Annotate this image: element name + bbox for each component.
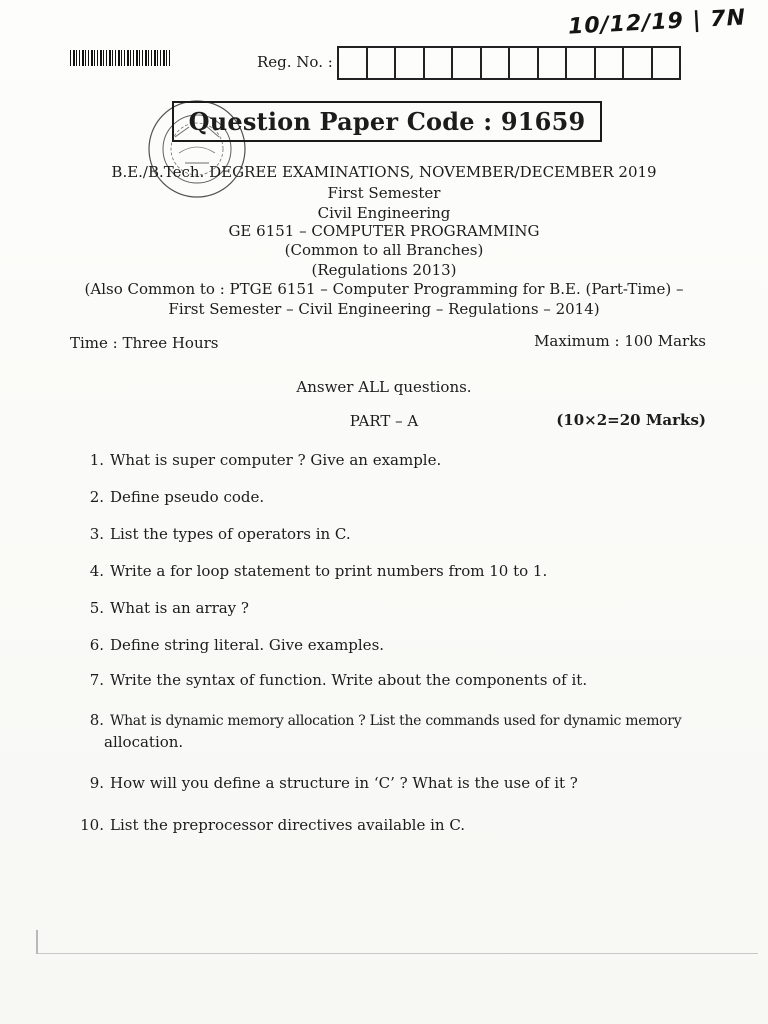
question-text: What is super computer ? Give an example. — [110, 451, 442, 469]
question-number: 10. — [80, 816, 104, 834]
reg-no-box — [596, 48, 625, 78]
question-item — [76, 488, 264, 506]
question-number: 9. — [89, 774, 104, 792]
question-number: 5. — [89, 599, 104, 617]
question-item — [76, 636, 384, 654]
question-text: Write the syntax of function. Write about the components of it. — [110, 671, 588, 689]
question-text: Write a for loop statement to print numbers from 10 to 1. — [110, 562, 548, 580]
question-item — [76, 671, 587, 689]
page-edge-mark — [36, 930, 38, 954]
question-number: 1. — [89, 451, 104, 469]
reg-no-box — [653, 48, 682, 78]
question-text: What is dynamic memory allocation ? List the commands used for dynamic memory — [110, 713, 682, 729]
question-text: What is an array ? — [110, 599, 249, 617]
question-number: 3. — [89, 525, 104, 543]
reg-no-box — [339, 48, 368, 78]
reg-no-box — [624, 48, 653, 78]
question-paper-code: Question Paper Code : 91659 — [172, 101, 602, 142]
question-item — [76, 711, 681, 751]
reg-no-box — [482, 48, 511, 78]
also-common-line-1: (Also Common to : PTGE 6151 – Computer Programming for B.E. (Part-Time) – — [84, 280, 684, 298]
reg-no-box — [510, 48, 539, 78]
regulations: (Regulations 2013) — [311, 261, 457, 279]
handwritten-date-note: 10/12/19 | 7N — [567, 5, 747, 40]
part-a-label: PART – A — [349, 412, 419, 430]
question-number: 4. — [89, 562, 104, 580]
semester: First Semester — [327, 184, 441, 202]
reg-no-box — [539, 48, 568, 78]
question-text: List the preprocessor directives available in C. — [110, 816, 466, 834]
question-item — [76, 525, 351, 543]
question-text-continued: allocation. — [104, 733, 184, 751]
question-text: List the types of operators in C. — [110, 525, 351, 543]
question-text: Define pseudo code. — [110, 488, 265, 506]
question-number: 6. — [89, 636, 104, 654]
question-item — [76, 774, 578, 792]
department: Civil Engineering — [317, 204, 451, 222]
common-note: (Common to all Branches) — [284, 241, 484, 259]
course-title: GE 6151 – COMPUTER PROGRAMMING — [228, 222, 540, 240]
question-item — [76, 599, 249, 617]
question-item — [76, 816, 465, 834]
question-item — [76, 562, 547, 580]
part-a-marks: (10×2=20 Marks) — [556, 411, 706, 429]
question-number: 2. — [89, 488, 104, 506]
question-text: How will you define a structure in ‘C’ ? What is the use of it ? — [110, 774, 578, 792]
exam-title: B.E./B.Tech. DEGREE EXAMINATIONS, NOVEMBER/DECEMBER 2019 — [111, 163, 657, 181]
reg-no-boxes — [337, 46, 681, 80]
question-text: Define string literal. Give examples. — [110, 636, 385, 654]
question-number: 8. — [89, 711, 104, 729]
barcode — [70, 50, 172, 66]
exam-time: Time : Three Hours — [70, 334, 219, 352]
reg-no-box — [368, 48, 397, 78]
also-common-line-2: First Semester – Civil Engineering – Regulations – 2014) — [168, 300, 600, 318]
reg-no-box — [453, 48, 482, 78]
question-item — [76, 451, 441, 469]
instruction: Answer ALL questions. — [296, 378, 472, 396]
maximum-marks: Maximum : 100 Marks — [534, 332, 706, 350]
reg-no-box — [567, 48, 596, 78]
question-number: 7. — [89, 671, 104, 689]
reg-no-label: Reg. No. : — [257, 53, 333, 71]
reg-no-box — [425, 48, 454, 78]
reg-no-box — [396, 48, 425, 78]
page-bottom-rule — [38, 953, 758, 954]
